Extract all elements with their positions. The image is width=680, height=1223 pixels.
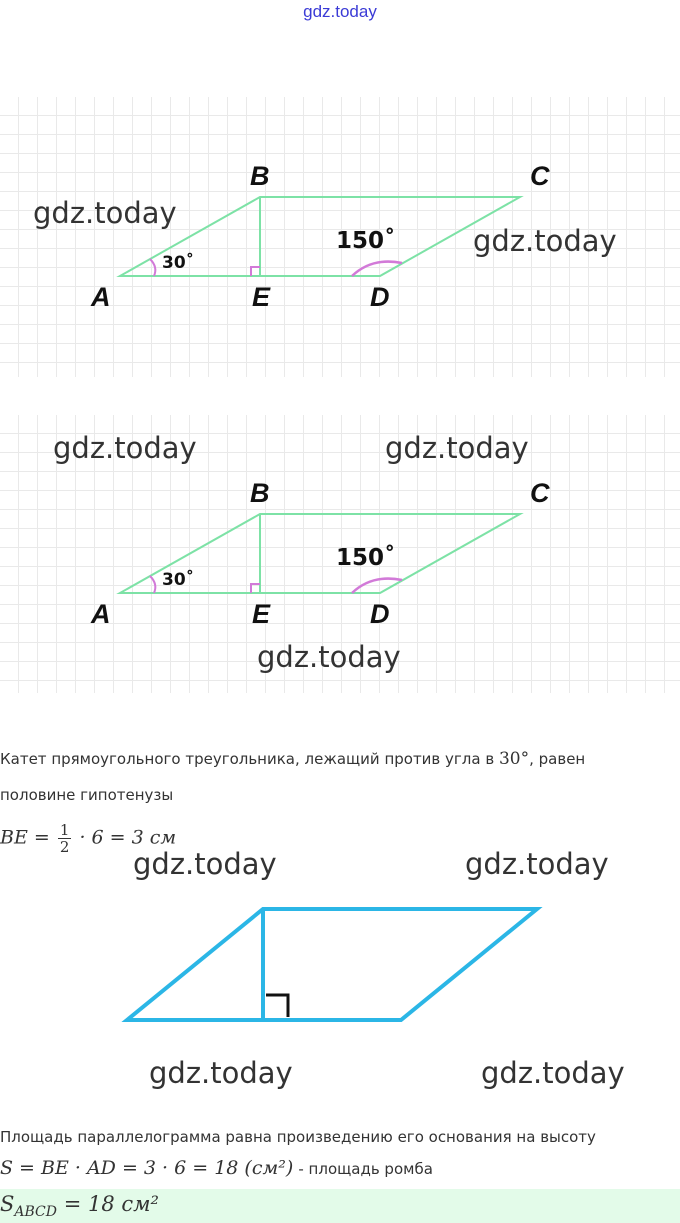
angle-a-label: 30˚: [162, 570, 195, 590]
watermark: gdz.today: [33, 196, 177, 230]
angle-a-label: 30˚: [162, 253, 195, 273]
solution-line-1: Катет прямоугольного треугольника, лежащий против угла в 30°, равен: [0, 749, 586, 769]
answer-formula: $S_{ABCD} = 18$ см²: [0, 1192, 159, 1221]
vertex-d-label: D: [370, 282, 390, 312]
vertex-c-label: C: [530, 478, 550, 508]
vertex-b-label: B: [250, 478, 270, 508]
watermark: gdz.today: [257, 640, 401, 674]
vertex-a-label: A: [91, 282, 111, 312]
solution-line-2: половине гипотенузы: [0, 786, 174, 804]
angle-d-label: 150˚: [336, 228, 396, 254]
vertex-a-label: A: [91, 599, 111, 629]
watermark: gdz.today: [465, 847, 609, 881]
vertex-b-label: B: [250, 161, 270, 191]
watermark: gdz.today: [481, 1056, 625, 1090]
watermark: gdz.today: [149, 1056, 293, 1090]
area-rule: Площадь параллелограмма равна произведению его основания на высоту: [0, 1128, 596, 1146]
site-link[interactable]: gdz.today: [303, 2, 377, 21]
area-formula-line: [0, 1157, 433, 1179]
vertex-d-label: D: [370, 599, 390, 629]
area-formula: S = BE · AD = 3 · 6 = 18 (см²): [0, 1157, 294, 1179]
right-angle-mark-sketch: [266, 995, 288, 1017]
area-note: - площадь ромба: [298, 1160, 433, 1178]
right-angle-mark: [251, 584, 260, 593]
vertex-e-label: E: [252, 282, 271, 312]
parallelogram-sketch: [127, 909, 537, 1020]
watermark: gdz.today: [385, 431, 529, 465]
watermark: gdz.today: [133, 847, 277, 881]
vertex-c-label: C: [530, 161, 550, 191]
vertex-e-label: E: [252, 599, 271, 629]
watermark: gdz.today: [473, 224, 617, 258]
fraction-one-half: $\frac{1}{2}$: [59, 821, 70, 856]
angle-d-label: 150˚: [336, 545, 396, 571]
watermark: gdz.today: [53, 431, 197, 465]
angle-a-arc: [150, 576, 155, 593]
angle-a-arc: [150, 259, 155, 276]
sketch-drawing: [0, 900, 680, 1030]
be-formula: BE = $\frac{1}{2}$ · 6 = 3 см: [0, 821, 177, 856]
right-angle-mark: [251, 267, 260, 276]
